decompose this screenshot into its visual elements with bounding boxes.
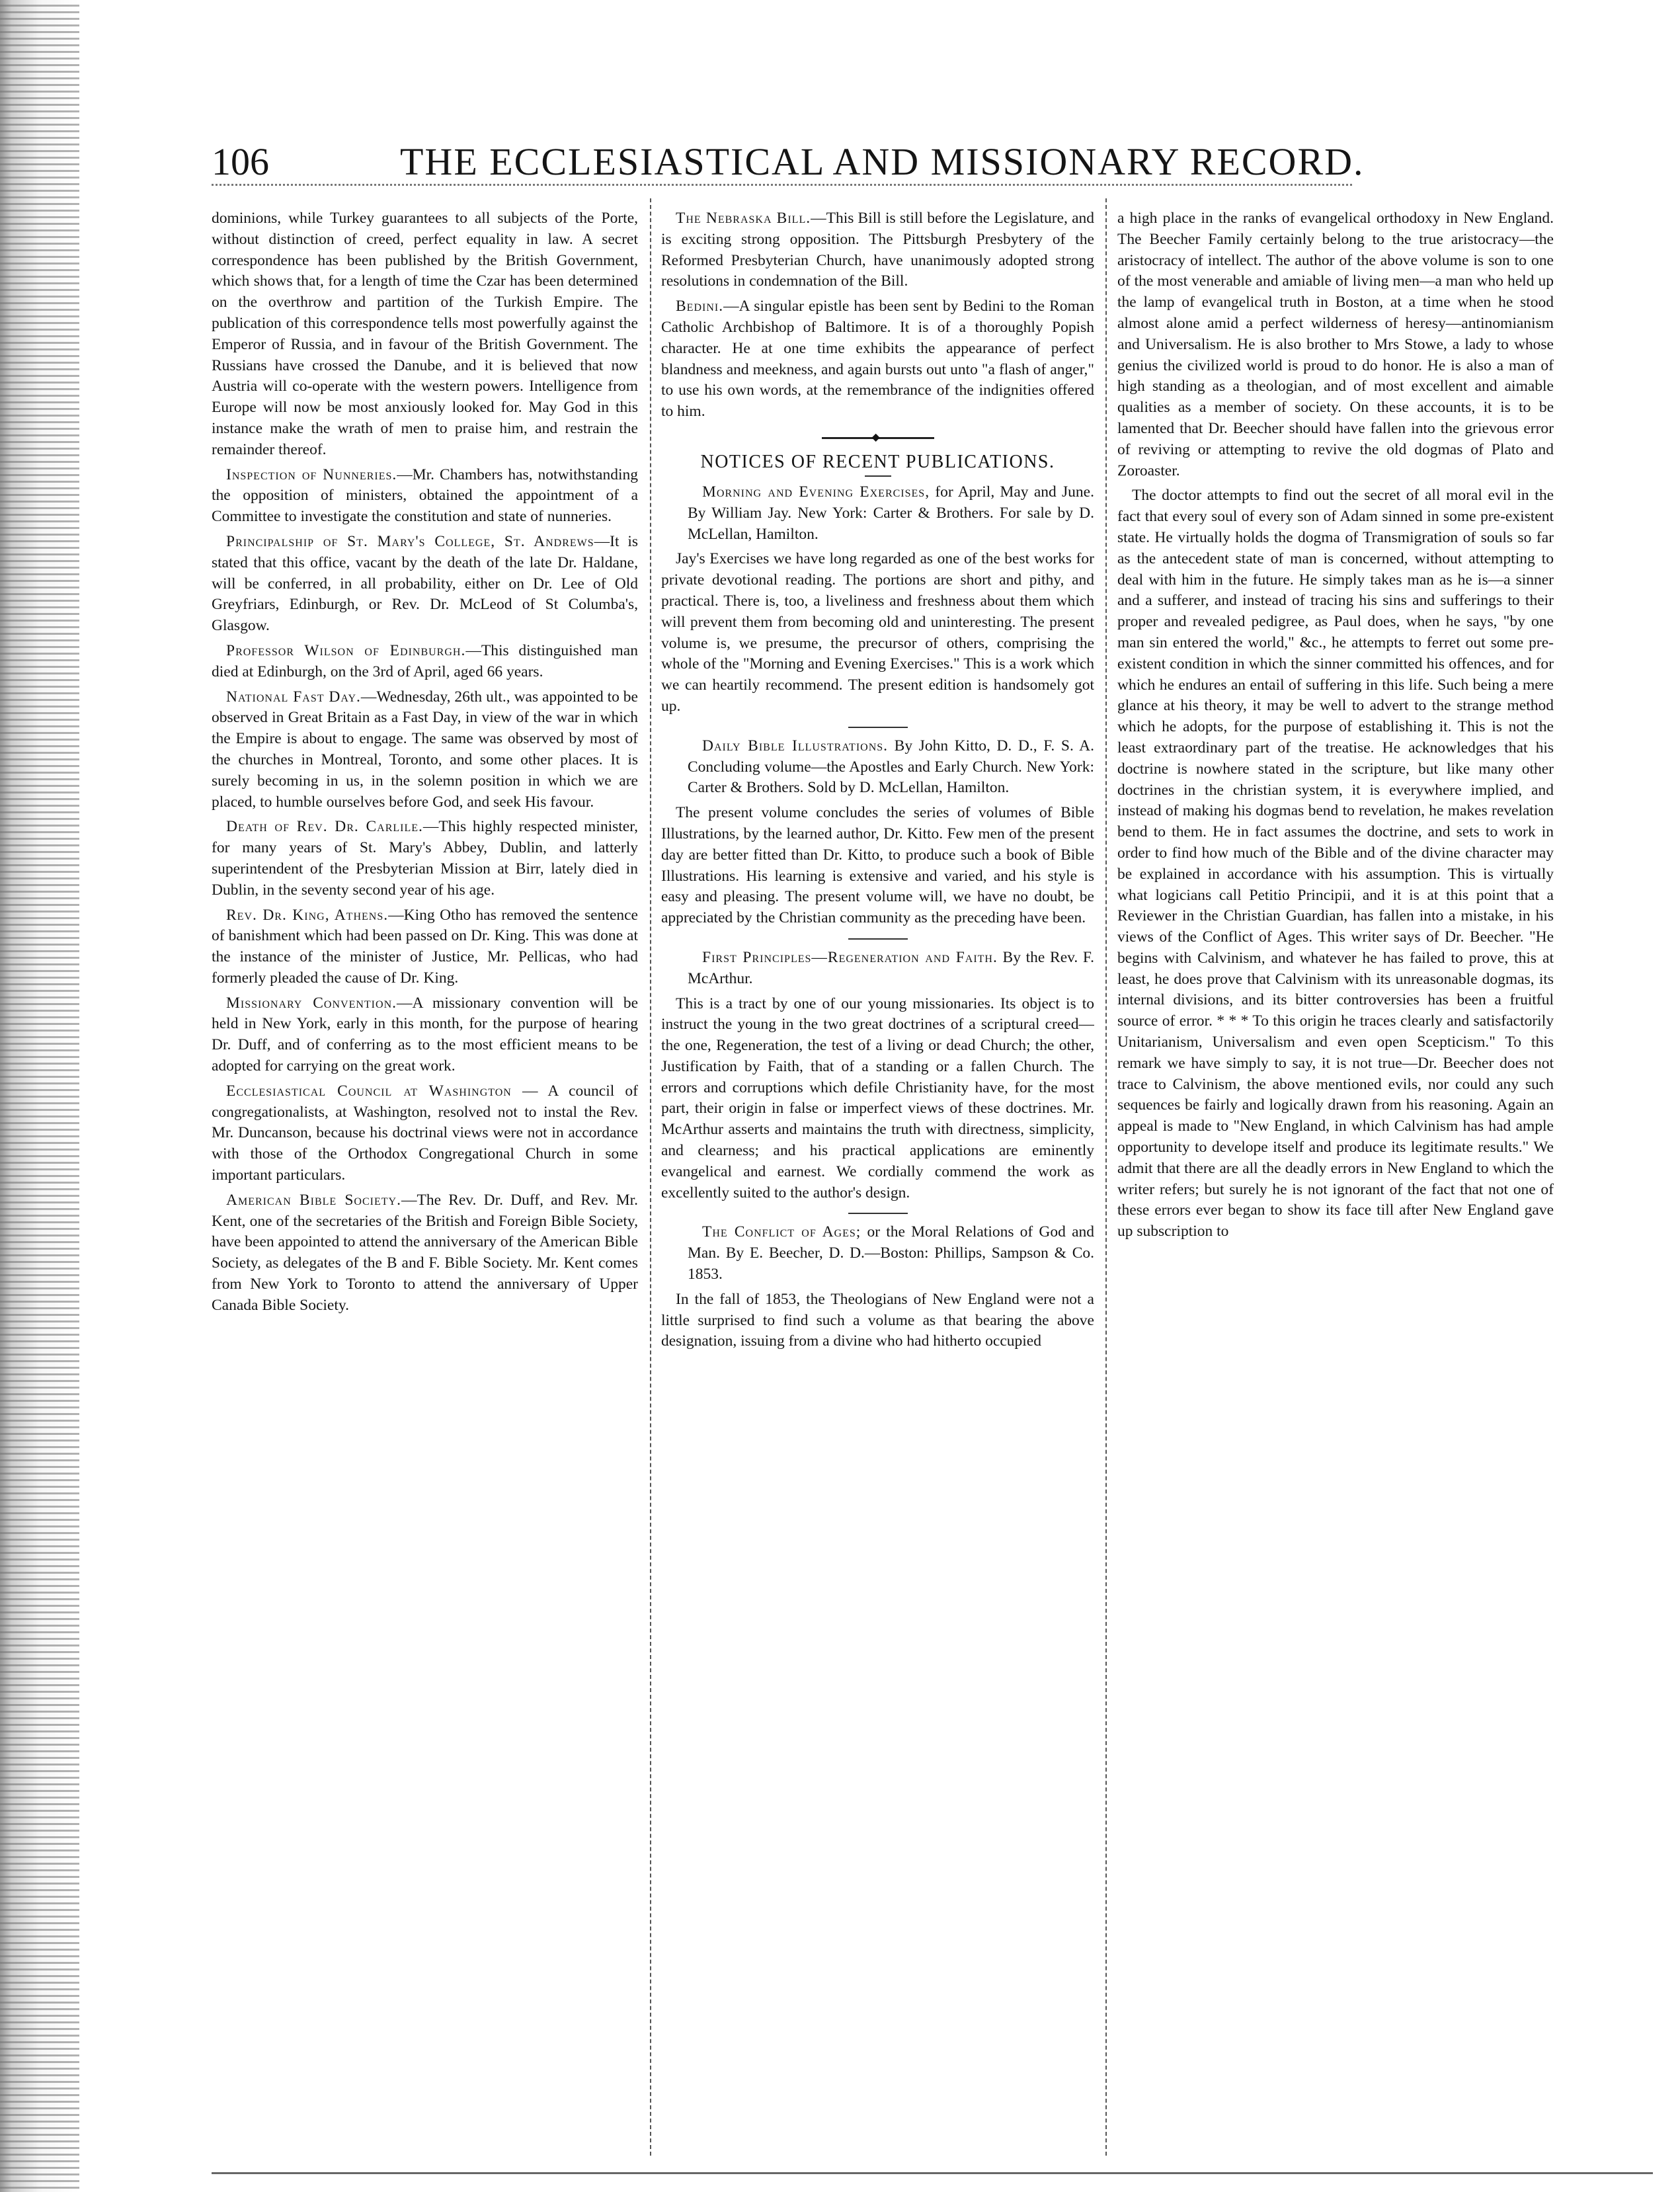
running-title: THE ECCLESIASTICAL AND MISSIONARY RECORD. <box>400 140 1365 183</box>
column-rule <box>1105 198 1107 2156</box>
news-heading: The Nebraska Bill. <box>676 210 811 227</box>
book-notice-heading <box>661 948 1094 990</box>
news-item <box>661 296 1094 423</box>
news-text: — A council of congregationalists, at Washington, resolved not to instal the Rev. Mr. Duncanson, because his doctrinal views were not in accordance with those of the Orthodox Congregational Church in some important particulars. <box>212 1082 638 1184</box>
news-heading: Principalship of St. Mary's College, St. Andrews <box>226 532 594 550</box>
column-left <box>212 208 638 2166</box>
header-rule <box>212 184 1352 186</box>
news-item <box>212 817 638 901</box>
news-heading: Rev. Dr. King, Athens. <box>226 906 389 924</box>
paragraph: The doctor attempts to find out the secret of all moral evil in the fact that every soul of every son of Adam sinned in some pre-existent state. He virtually holds the dogma of Transmigration of souls so far as the antecedent state of man is concerned, without attempting to deal with him in the future. He simply takes man as he is—a sinner and a sufferer, and instead of tracing his sins and sufferings to their proper and revealed pedigree, as Paul does, when he says, "by one man sin entered the world," &c., he attempts to ferret out some pre-existent condition in which the sinner committed his offences, and for which he endures an entail of suffering in this life. Such being a mere glance at his theory, it may be well to advert to the strange method which he adopts, for the purpose of establishing it. This is not the least extraordinary part of the treatise. He acknowledges that his doctrine is nowhere stated in the scripture, but like many other doctrines in the christian system, it is everywhere implied, and instead of making his dogmas bend to revelation, he makes revelation bend to them. He in fact assumes the doctrine, and sets to work in order to find how much of the Bible and of the divine character may be explained in accordance with his assumption. This is virtually what logicians call Petitio Principii, and it is at this point that a Reviewer in the Christian Guardian, has fallen into a mistake, in his views of the Conflict of Ages. This writer says of Dr. Beecher. "He begins with Calvinism, and whatever he has failed to prove, this at least, he does prove that Calvinism with its unreasonable dogmas, its internal divisions, and its bitter controversies has been a fruitful source of error. * * * To this origin he traces clearly and satisfactorily Unitarianism, Universalism and even open Scepticism." To this remark we have simply to say, it is not true—Dr. Beecher does not trace to Calvinism, the above mentioned evils, nor could any such sequences be fairly and logically drawn from his reasoning. Again an appeal is made to "New England, in which Calvinism has had ample opportunity to develope itself and produce its legitimate results." We admit that there are all the deadly errors in New England to which the writer refers; but surely he is not ignorant of the fact that not one of these errors ever began to show its face till after New England gave up subscription to <box>1117 487 1554 1240</box>
news-text: —The Rev. Dr. Duff, and Rev. Mr. Kent, one of the secretaries of the British and Foreign Bible Society, have been appointed to attend the anniversary of the American Bible Society, as delegates of the B and F. Bible Society. Mr. Kent comes from New York to Toronto to attend the anniversary of Upper Canada Bible Society. <box>212 1191 638 1314</box>
news-item <box>212 1190 638 1317</box>
news-heading: Missionary Convention. <box>226 994 397 1012</box>
news-text: —A missionary convention will be held in New York, early in this month, for the purpose of hearing Dr. Duff, and of conferring as to the most efficient means to be adopted for carrying on the great work. <box>212 994 638 1075</box>
news-text: —This distinguished man died at Edinburgh, on the 3rd of April, aged 66 years. <box>212 641 638 680</box>
news-item <box>212 532 638 637</box>
diamond-ornament-icon: ◆ <box>871 431 880 443</box>
book-title: First Principles—Regeneration and Faith. <box>702 948 998 966</box>
book-title: Daily Bible Illustrations. <box>702 737 889 754</box>
book-title: Morning and Evening Exercises, <box>702 483 930 501</box>
news-item <box>212 687 638 813</box>
book-review: The present volume concludes the series of volumes of Bible Illustrations, by the learned author, Dr. Kitto. Few men of the present day are better fitted than Dr. Kitto, to produce such a book of Bible Illustrations. His learning is extensive and varied, and his style is easy and pleasing. The present volume will, we have no doubt, be appreciated by the Christian community as the preceding have been. <box>661 804 1094 927</box>
page-number: 106 <box>212 140 269 183</box>
column-rule <box>650 198 651 2156</box>
news-heading: American Bible Society. <box>226 1191 401 1209</box>
news-text: —This Bill is still before the Legislature, and is exciting strong opposition. The Pittsburgh Presbytery of the Reformed Presbyterian Church, have unanimously adopted strong resolutions in condemnation of the Bill. <box>661 210 1094 290</box>
news-item <box>212 993 638 1077</box>
news-heading: Inspection of Nunneries. <box>226 466 397 483</box>
news-text: —It is stated that this office, vacant by the death of the late Dr. Haldane, will be conferred, in all probability, either on Dr. Lee of Old Greyfriars, Edinburgh, or Rev. Dr. McLeod of St Columba's, Glasgow. <box>212 532 638 635</box>
news-text: —Mr. Chambers has, notwithstanding the opposition of ministers, obtained the appointment of a Committee to investigate the constitution and state of nunneries. <box>212 466 638 526</box>
news-item <box>212 1081 638 1186</box>
divider <box>865 475 891 477</box>
news-item <box>661 208 1094 292</box>
paragraph-continuation: dominions, while Turkey guarantees to all subjects of the Porte, without distinction of creed, perfect equality in law. A secret correspondence has been published by the British Government, which shows that, for a length of time the Czar has been determined on the overthrow and partition of the Turkish Empire. The publication of this correspondence tells most powerfully against the Emperor of Russia, and in favour of the British Government. The Russians have crossed the Danube, and it is believed that now Austria will co-operate with the western powers. Intelligence from Europe will now be most anxiously looked for. May God in this instance make the wrath of men to praise him, and restrain the remainder thereof. <box>212 210 638 458</box>
news-item <box>212 465 638 528</box>
divider <box>848 938 908 940</box>
book-notice-heading <box>661 482 1094 545</box>
news-text: —This highly respected minister, for many years of St. Mary's Abbey, Dublin, and latterly superintendent of the Presbyterian Mission at Birr, lately died in Dublin, in the seventy second year of his age. <box>212 818 638 899</box>
book-notice-heading <box>661 736 1094 799</box>
book-review: This is a tract by one of our young missionaries. Its object is to instruct the young in the two great doctrines of a scriptural creed—the one, Regeneration, the test of a living or dead Church; the other, Justification by Faith, that of a standing or a fallen Church. The errors and corruptions which defile Christianity have, for the most part, their origin in false or imperfect views of these doctrines. Mr. McArthur asserts and maintains the truth with directness, simplicity, and clearness; and his practical applications are eminently evangelical and earnest. We cordially commend the work as excellently suited to the author's design. <box>661 995 1094 1201</box>
page-header <box>212 136 1365 188</box>
section-ornament-rule <box>822 433 934 442</box>
news-item <box>212 641 638 683</box>
book-review: In the fall of 1853, the Theologians of New England were not a little surprised to find such a volume as that bearing the above designation, issuing from a divine who had hitherto occupied <box>661 1290 1094 1350</box>
footer-rule <box>212 2172 1653 2174</box>
news-heading: Bedini. <box>676 298 724 315</box>
book-review: Jay's Exercises we have long regarded as one of the best works for private devotional reading. The portions are short and pithy, and practical. There is, too, a liveliness and freshness about them which will prevent them from becoming old and uninteresting. The present volume is, we presume, the precursor of others, comprising the whole of the "Morning and Evening Exercises." This is a work which we can heartily recommend. The present edition is handsomely got up. <box>661 550 1094 715</box>
news-text: —Wednesday, 26th ult., was appointed to be observed in Great Britain as a Fast Day, in view of the war in which the Empire is about to engage. The same was observed by most of the churches in Montreal, Toronto, and some other places. It is surely becoming in us, in the solemn position in which we are placed, to humble ourselves before God, and seek His favour. <box>212 688 638 811</box>
book-details: for April, May and June. By William Jay. New York: Carter & Brothers. For sale by D. McLellan, Hamilton. <box>688 483 1094 543</box>
paragraph-continuation: a high place in the ranks of evangelical orthodoxy in New England. The Beecher Family certainly belong to the true aristocracy—the aristocracy of intellect. The author of the above volume is son to one of the most venerable and amiable of living men—a man who held up the lamp of evangelical truth in Boston, at a time when he stood almost alone amid a perfect wilderness of heresy—antinomianism and Universalism. He is also brother to Mrs Stowe, a lady to whose genius the civilized world is proud to do honor. He is also a man of high standing as a theologian, and of most excellent and aimable qualities as a member of society. On these accounts, it is to be lamented that Dr. Beecher should have fallen into the grievous error of reviving or attempting to revive the old dogmas of Plato and Zoroaster. <box>1117 210 1554 479</box>
news-text: —King Otho has removed the sentence of banishment which had been passed on Dr. King. This was done at the instance of the minister of Justice, Mr. Pellicas, who had formerly pleaded the cause of Dr. King. <box>212 906 638 987</box>
column-middle <box>661 208 1094 2166</box>
divider <box>848 727 908 728</box>
book-notice-heading <box>661 1222 1094 1285</box>
news-item <box>212 905 638 989</box>
book-details: or the Moral Relations of God and Man. By E. Beecher, D. D.—Boston: Phillips, Sampson & Co. 1853. <box>688 1223 1094 1283</box>
scanned-page-edge <box>0 0 79 2192</box>
book-title: The Conflict of Ages; <box>702 1223 861 1241</box>
news-heading: National Fast Day. <box>226 688 361 706</box>
news-text: —A singular epistle has been sent by Bedini to the Roman Catholic Archbishop of Baltimore. It is of a thoroughly Popish character. He at one time exhibits the appearance of perfect blandness and meekness, and again bursts out unto "a flash of anger," to use his own words, at the remembrance of the indignities offered to him. <box>661 298 1094 421</box>
column-right <box>1117 208 1554 2166</box>
book-details: By John Kitto, D. D., F. S. A. Concluding volume—the Apostles and Early Church. New York: Carter & Brothers. Sold by D. McLellan, Hamilton. <box>688 737 1094 797</box>
divider <box>848 1213 908 1214</box>
news-heading: Ecclesiastical Council at Washington <box>226 1082 512 1100</box>
news-heading: Professor Wilson of Edinburgh. <box>226 641 466 659</box>
news-heading: Death of Rev. Dr. Carlile. <box>226 818 423 836</box>
section-title: NOTICES OF RECENT PUBLICATIONS. <box>700 451 1055 472</box>
book-details: By the Rev. F. McArthur. <box>688 948 1094 987</box>
